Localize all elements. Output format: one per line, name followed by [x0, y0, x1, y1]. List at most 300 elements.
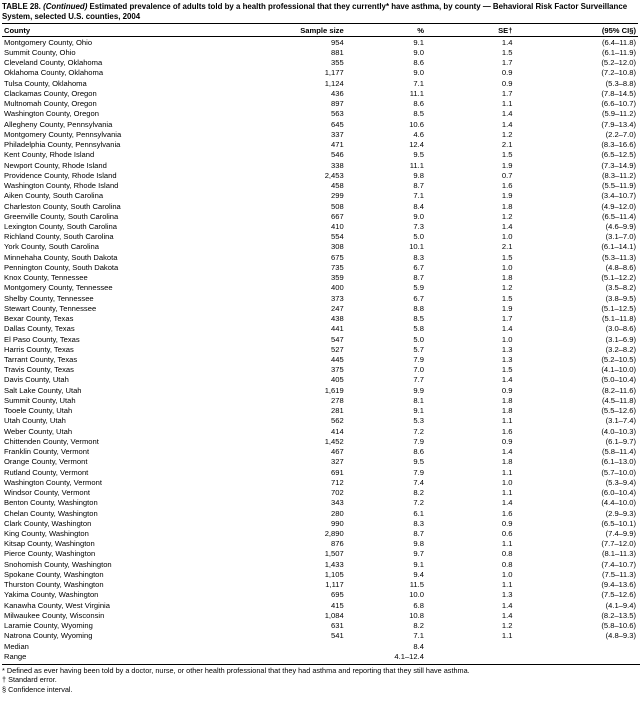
- cell-percent: 8.6: [413, 58, 424, 68]
- cell-se: 1.9: [501, 191, 513, 201]
- cell-county: El Paso County, Texas: [4, 334, 80, 344]
- table-row: [2, 457, 638, 467]
- cell-se: 1.1: [501, 99, 513, 109]
- cell-percent: 12.4: [409, 140, 424, 150]
- table-row: [2, 344, 638, 354]
- cell-se: 1.1: [501, 539, 513, 549]
- cell-county: Weber County, Utah: [4, 426, 73, 436]
- table-row: [2, 334, 638, 344]
- cell-county: Summit County, Utah: [4, 395, 76, 405]
- cell-ci: (6.6–10.7): [601, 99, 636, 109]
- cell-sample-size: 2,453: [324, 170, 344, 180]
- table-row: [2, 150, 638, 160]
- cell-percent: 5.0: [413, 334, 424, 344]
- cell-sample-size: 2,890: [324, 529, 344, 538]
- table-row: [2, 263, 638, 273]
- cell-county: Kitsap County, Washington: [4, 539, 95, 549]
- cell-percent: 8.5: [413, 314, 424, 324]
- cell-sample-size: 415: [331, 600, 344, 610]
- cell-ci: (6.1–13.0): [601, 457, 636, 467]
- cell-percent: 8.6: [413, 99, 424, 109]
- cell-se: 1.1: [501, 488, 513, 498]
- table-row: [2, 211, 638, 221]
- cell-summary-sample: [247, 652, 346, 662]
- cell-county: Montgomery County, Tennessee: [4, 283, 113, 293]
- table-row: [2, 109, 638, 119]
- cell-ci: (8.2–11.6): [601, 385, 636, 395]
- cell-county: Montgomery County, Ohio: [4, 37, 93, 47]
- cell-county: Stewart County, Tennessee: [4, 303, 97, 313]
- cell-se: 1.0: [501, 232, 513, 242]
- table-row: [2, 304, 638, 314]
- cell-county: Providence County, Rhode Island: [4, 170, 117, 180]
- cell-county: Minnehaha County, South Dakota: [4, 252, 118, 262]
- cell-percent: 9.1: [413, 559, 424, 569]
- cell-ci: (4.8–8.6): [605, 262, 636, 272]
- page-title-continued: (Continued): [43, 2, 88, 11]
- cell-se: 1.4: [501, 109, 513, 119]
- cell-ci: (8.1–11.3): [601, 549, 636, 559]
- cell-ci: (8.3–16.6): [601, 140, 636, 150]
- cell-ci: (3.4–10.7): [601, 191, 636, 201]
- cell-ci: (9.4–13.6): [601, 580, 636, 590]
- table-row: [2, 365, 638, 375]
- cell-se: 1.8: [501, 395, 513, 405]
- cell-ci: (7.9–13.4): [601, 119, 636, 129]
- table-row: [2, 518, 638, 528]
- cell-se: 1.3: [501, 590, 513, 600]
- table-row: [2, 590, 638, 600]
- cell-percent: 5.8: [413, 324, 424, 334]
- cell-county: Clackamas County, Oregon: [4, 88, 97, 98]
- cell-ci: (7.3–14.9): [601, 160, 636, 170]
- cell-ci: (8.2–13.5): [601, 610, 636, 620]
- cell-ci: (5.3–9.4): [605, 477, 636, 487]
- cell-se: 1.8: [501, 457, 513, 467]
- cell-se: 0.8: [501, 549, 513, 559]
- cell-sample-size: 541: [331, 631, 344, 641]
- cell-percent: 5.7: [413, 344, 424, 354]
- table-row: [2, 467, 638, 477]
- cell-percent: 11.5: [409, 580, 424, 590]
- table-row: [2, 416, 638, 426]
- cell-se: 1.6: [501, 508, 513, 518]
- cell-ci: (5.0–10.4): [601, 375, 636, 385]
- cell-percent: 8.3: [413, 518, 424, 528]
- cell-percent: 7.1: [413, 191, 424, 201]
- footnote-standard-error: † Standard error.: [2, 675, 57, 685]
- cell-sample-size: 1,124: [324, 78, 344, 88]
- cell-county: Spokane County, Washington: [4, 569, 104, 579]
- cell-ci: (5.3–11.3): [601, 252, 636, 262]
- cell-ci: (6.1–14.1): [601, 242, 636, 252]
- cell-county: Tarrant County, Texas: [4, 355, 78, 365]
- table-row: [2, 611, 638, 621]
- cell-percent: 9.1: [413, 406, 424, 416]
- cell-sample-size: 695: [331, 590, 344, 600]
- cell-county: Thurston County, Washington: [4, 580, 104, 590]
- cell-se: 1.0: [501, 262, 513, 272]
- table-row: [2, 600, 638, 610]
- cell-ci: (3.2–8.2): [605, 344, 636, 354]
- cell-sample-size: 1,117: [325, 580, 344, 590]
- cell-county: Dallas County, Texas: [4, 324, 75, 334]
- cell-ci: (6.5–12.5): [601, 150, 636, 160]
- cell-se: 1.0: [501, 569, 513, 579]
- table-row: [2, 385, 638, 395]
- cell-ci: (7.4–9.9): [605, 529, 636, 538]
- cell-se: 1.2: [501, 283, 513, 293]
- cell-percent: 9.0: [413, 47, 424, 57]
- cell-percent: 8.7: [413, 529, 424, 538]
- cell-percent: 7.4: [413, 477, 424, 487]
- cell-percent: 7.2: [413, 426, 424, 436]
- table-row: [2, 191, 638, 201]
- cell-sample-size: 554: [331, 232, 344, 242]
- table-row: [2, 396, 638, 406]
- cell-ci: (5.8–11.4): [601, 447, 636, 457]
- cell-ci: (3.0–8.6): [605, 324, 636, 334]
- cell-percent: 7.0: [413, 365, 424, 375]
- cell-ci: (5.1–11.8): [601, 314, 636, 324]
- cell-sample-size: 337: [331, 129, 344, 139]
- cell-county: Philadelphia County, Pennsylvania: [4, 140, 121, 150]
- footnote-confidence-interval: § Confidence interval.: [2, 684, 73, 694]
- cell-se: 1.1: [501, 631, 513, 641]
- footnote-asthma-definition: * Defined as ever having been told by a doctor, nurse, or other health professional that they had asthma and reporting that they still have asthma.: [2, 666, 470, 676]
- cell-ci: (4.5–11.8): [601, 395, 636, 405]
- cell-county: Oklahoma County, Oklahoma: [4, 68, 104, 78]
- table-row: [2, 273, 638, 283]
- table-row: [2, 99, 638, 109]
- table-row: [2, 201, 638, 211]
- cell-percent: 7.1: [413, 631, 424, 641]
- cell-ci: (7.4–10.7): [601, 559, 636, 569]
- cell-county: Davis County, Utah: [4, 375, 69, 385]
- cell-se: 0.9: [501, 68, 513, 78]
- cell-percent: 8.6: [413, 447, 424, 457]
- table-row: [2, 314, 638, 324]
- table-header-row: [2, 24, 638, 37]
- cell-se: 0.9: [501, 518, 513, 528]
- cell-se: 1.2: [501, 621, 513, 631]
- cell-county: Chelan County, Washington: [4, 508, 98, 518]
- cell-ci: (4.1–10.0): [601, 365, 636, 375]
- cell-se: 1.8: [501, 406, 513, 416]
- cell-county: Laramie County, Wyoming: [4, 621, 93, 631]
- cell-ci: (4.4–10.0): [601, 498, 636, 508]
- column-header-percent: %: [346, 24, 426, 37]
- cell-county: Multnomah County, Oregon: [4, 99, 97, 109]
- cell-summary-label: Median: [4, 641, 29, 651]
- cell-sample-size: 414: [331, 426, 344, 436]
- page-title-text: TABLE 28. (Continued) Estimated prevalence of adults told by a health professional that they currently* have asthma, by county — Behavioral Risk Factor Surveillance System, selected U.S. counties, 2004: [2, 2, 628, 22]
- cell-se: 1.7: [501, 58, 513, 68]
- cell-county: Allegheny County, Pennsylvania: [4, 119, 113, 129]
- cell-sample-size: 990: [331, 518, 344, 528]
- cell-percent: 9.8: [413, 170, 424, 180]
- cell-percent: 8.4: [413, 201, 424, 211]
- cell-percent: 7.7: [413, 375, 424, 385]
- cell-percent: 10.1: [409, 242, 424, 252]
- cell-percent: 9.0: [413, 68, 424, 78]
- cell-percent: 7.3: [413, 221, 424, 231]
- table-row: [2, 89, 638, 99]
- cell-county: Snohomish County, Washington: [4, 559, 112, 569]
- cell-ci: (2.2–7.0): [605, 129, 636, 139]
- cell-se: 1.3: [501, 344, 513, 354]
- cell-ci: (3.5–8.2): [605, 283, 636, 293]
- cell-ci: (6.4–11.8): [601, 37, 636, 47]
- cell-county: Knox County, Tennessee: [4, 273, 88, 283]
- cell-ci: (7.5–11.3): [601, 569, 636, 579]
- cell-county: King County, Washington: [4, 529, 89, 538]
- cell-ci: (6.1–9.7): [605, 436, 636, 446]
- table-row: [2, 426, 638, 436]
- cell-sample-size: 645: [331, 119, 344, 129]
- cell-sample-size: 278: [331, 395, 344, 405]
- cell-percent: 9.1: [413, 37, 424, 47]
- table-row: [2, 160, 638, 170]
- cell-se: 1.6: [501, 426, 513, 436]
- table-row: [2, 375, 638, 385]
- cell-se: 1.8: [501, 273, 513, 283]
- cell-sample-size: 458: [331, 181, 344, 191]
- cell-se: 1.9: [501, 303, 513, 313]
- table-row: [2, 324, 638, 334]
- table-row: [2, 559, 638, 569]
- cell-se: 1.4: [501, 610, 513, 620]
- cell-sample-size: 400: [331, 283, 344, 293]
- cell-se: 0.6: [501, 529, 513, 538]
- cell-county: Charleston County, South Carolina: [4, 201, 121, 211]
- cell-percent: 8.7: [413, 181, 424, 191]
- table-row: [2, 130, 638, 140]
- cell-percent: 9.9: [413, 385, 424, 395]
- cell-county: Tooele County, Utah: [4, 406, 73, 416]
- cell-percent: 6.1: [413, 508, 424, 518]
- table-row: [2, 406, 638, 416]
- cell-se: 1.9: [501, 160, 513, 170]
- cell-percent: 7.9: [413, 467, 424, 477]
- cell-se: 1.4: [501, 221, 513, 231]
- cell-se: 0.9: [501, 385, 513, 395]
- cell-county: Clark County, Washington: [4, 518, 92, 528]
- cell-sample-size: 410: [331, 221, 344, 231]
- cell-percent: 10.0: [409, 590, 424, 600]
- cell-percent: 10.6: [409, 119, 424, 129]
- cell-percent: 6.8: [413, 600, 424, 610]
- cell-county: Windsor County, Vermont: [4, 488, 90, 498]
- cell-percent: 8.3: [413, 252, 424, 262]
- cell-se: 1.4: [501, 447, 513, 457]
- cell-se: 1.5: [501, 293, 513, 303]
- cell-percent: 9.7: [413, 549, 424, 559]
- cell-summary-percent: 4.1–12.4: [394, 652, 424, 662]
- cell-ci: (6.1–11.9): [601, 47, 636, 57]
- cell-ci: (6.5–11.4): [601, 211, 636, 221]
- cell-summary-ci: [514, 652, 638, 662]
- cell-percent: 6.7: [413, 262, 424, 272]
- cell-se: 1.4: [501, 498, 513, 508]
- table-row: [2, 529, 638, 539]
- cell-percent: 8.8: [413, 303, 424, 313]
- cell-ci: (5.8–10.6): [601, 621, 636, 631]
- cell-sample-size: 702: [331, 488, 344, 498]
- cell-ci: (6.5–10.1): [601, 518, 636, 528]
- cell-county: Lexington County, South Carolina: [4, 221, 117, 231]
- cell-county: Richland County, South Carolina: [4, 232, 114, 242]
- cell-county: Tulsa County, Oklahoma: [4, 78, 87, 88]
- cell-se: 0.7: [501, 170, 513, 180]
- cell-percent: 9.0: [413, 211, 424, 221]
- cell-ci: (3.1–7.0): [605, 232, 636, 242]
- cell-sample-size: 1,105: [324, 569, 344, 579]
- cell-sample-size: 308: [331, 242, 344, 252]
- column-header-sample-size: Sample size: [247, 24, 346, 37]
- cell-summary-percent: 8.4: [413, 641, 424, 651]
- cell-summary-se: [426, 641, 515, 651]
- cell-se: 1.5: [501, 365, 513, 375]
- cell-ci: (5.3–8.8): [605, 78, 636, 88]
- cell-summary-sample: [247, 641, 346, 651]
- table-row: [2, 539, 638, 549]
- cell-se: 1.5: [501, 252, 513, 262]
- cell-county: Orange County, Vermont: [4, 457, 88, 467]
- cell-percent: 11.1: [409, 160, 424, 170]
- cell-se: 1.4: [501, 324, 513, 334]
- cell-sample-size: 1,619: [324, 385, 344, 395]
- cell-county: Pennington County, South Dakota: [4, 262, 119, 272]
- cell-se: 1.0: [501, 477, 513, 487]
- cell-sample-size: 667: [331, 211, 344, 221]
- cell-se: 1.1: [501, 467, 513, 477]
- cell-se: 1.3: [501, 355, 513, 365]
- cell-percent: 10.8: [409, 610, 424, 620]
- cell-ci: (4.8–9.3): [605, 631, 636, 641]
- cell-sample-size: 563: [331, 109, 344, 119]
- cell-sample-size: 712: [331, 477, 344, 487]
- cell-se: 1.1: [501, 580, 513, 590]
- table-row: [2, 498, 638, 508]
- cell-ci: (3.1–7.4): [605, 416, 636, 426]
- cell-sample-size: 467: [331, 447, 344, 457]
- cell-county: Bexar County, Texas: [4, 314, 74, 324]
- cell-se: 1.2: [501, 129, 513, 139]
- cell-county: Yakima County, Washington: [4, 590, 99, 600]
- table-row: [2, 621, 638, 631]
- table-row: [2, 549, 638, 559]
- cell-sample-size: 954: [331, 37, 344, 47]
- cell-county: Natrona County, Wyoming: [4, 631, 93, 641]
- cell-percent: 4.6: [413, 129, 424, 139]
- prevalence-table: [2, 23, 638, 662]
- cell-se: 2.1: [501, 242, 513, 252]
- cell-percent: 8.7: [413, 273, 424, 283]
- cell-county: Harris County, Texas: [4, 344, 74, 354]
- cell-county: Rutland County, Vermont: [4, 467, 89, 477]
- cell-sample-size: 281: [331, 406, 344, 416]
- column-header-ci: (95% CI§): [514, 24, 638, 37]
- table-row: [2, 283, 638, 293]
- cell-ci: (4.6–9.9): [605, 221, 636, 231]
- cell-percent: 6.7: [413, 293, 424, 303]
- cell-county: Utah County, Utah: [4, 416, 66, 426]
- cell-ci: (7.2–10.8): [601, 68, 636, 78]
- cell-county: Kanawha County, West Virginia: [4, 600, 110, 610]
- cell-ci: (4.1–9.4): [605, 600, 636, 610]
- cell-sample-size: 675: [331, 252, 344, 262]
- table-row: [2, 447, 638, 457]
- cell-county: Kent County, Rhode Island: [4, 150, 95, 160]
- cell-percent: 7.2: [413, 498, 424, 508]
- cell-sample-size: 343: [331, 498, 344, 508]
- cell-sample-size: 735: [331, 262, 344, 272]
- table-row: [2, 48, 638, 58]
- cell-ci: (5.5–11.9): [601, 181, 636, 191]
- cell-ci: (4.0–10.3): [601, 426, 636, 436]
- cell-sample-size: 508: [331, 201, 344, 211]
- cell-percent: 8.2: [413, 488, 424, 498]
- table-row: [2, 508, 638, 518]
- cell-sample-size: 881: [331, 47, 344, 57]
- table-row: [2, 252, 638, 262]
- cell-county: Milwaukee County, Wisconsin: [4, 610, 105, 620]
- table-row: [2, 140, 638, 150]
- cell-county: Greenville County, South Carolina: [4, 211, 119, 221]
- cell-se: 1.4: [501, 375, 513, 385]
- table-row: [2, 78, 638, 88]
- table-row: [2, 580, 638, 590]
- cell-county: Travis County, Texas: [4, 365, 74, 375]
- cell-county: Franklin County, Vermont: [4, 447, 90, 457]
- cell-se: 1.5: [501, 47, 513, 57]
- cell-sample-size: 438: [331, 314, 344, 324]
- cell-se: 1.4: [501, 600, 513, 610]
- table-row: [2, 488, 638, 498]
- cell-se: 1.7: [501, 88, 513, 98]
- table-body: [2, 37, 638, 662]
- footnotes: [2, 664, 640, 695]
- cell-sample-size: 897: [331, 99, 344, 109]
- cell-se: 1.6: [501, 181, 513, 191]
- cell-sample-size: 527: [331, 344, 344, 354]
- table-row: [2, 570, 638, 580]
- table-row: [2, 170, 638, 180]
- cell-se: 2.1: [501, 140, 513, 150]
- cell-sample-size: 405: [331, 375, 344, 385]
- cell-percent: 8.5: [413, 109, 424, 119]
- cell-percent: 5.3: [413, 416, 424, 426]
- cell-se: 1.7: [501, 314, 513, 324]
- table-row: [2, 293, 638, 303]
- cell-ci: (7.8–14.5): [601, 88, 636, 98]
- cell-county: Aiken County, South Carolina: [4, 191, 104, 201]
- cell-sample-size: 436: [331, 88, 344, 98]
- cell-se: 0.8: [501, 559, 513, 569]
- cell-se: 1.0: [501, 334, 513, 344]
- cell-percent: 7.9: [413, 436, 424, 446]
- cell-ci: (2.9–9.3): [605, 508, 636, 518]
- summary-row: [2, 641, 638, 651]
- cell-se: 1.8: [501, 201, 513, 211]
- table-row: [2, 242, 638, 252]
- table-row: [2, 355, 638, 365]
- cell-sample-size: 338: [331, 160, 344, 170]
- cell-ci: (5.5–12.6): [601, 406, 636, 416]
- cell-county: Chittenden County, Vermont: [4, 436, 99, 446]
- cell-ci: (5.1–12.2): [601, 273, 636, 283]
